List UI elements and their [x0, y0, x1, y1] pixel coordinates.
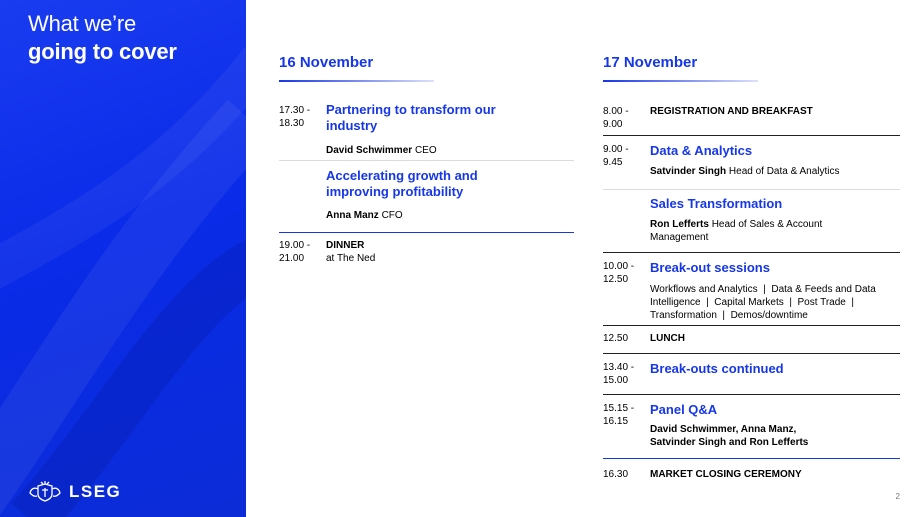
agenda-time: 15.15 - 16.15	[603, 403, 635, 427]
agenda-time: 17.30 - 18.30	[279, 105, 311, 129]
agenda-time	[279, 168, 326, 232]
agenda-headline: Accelerating growth and improving profitability	[326, 168, 478, 199]
speaker-name: David Schwimmer	[326, 145, 413, 156]
day2-column	[603, 54, 900, 481]
day2-title: 17 November	[603, 54, 698, 71]
agenda-headline: Data & Analytics	[650, 143, 753, 158]
day2-agenda	[603, 104, 900, 481]
day1-title-rule	[279, 80, 434, 82]
agenda-item	[603, 354, 900, 395]
sidebar-panel	[0, 0, 246, 517]
agenda-time: 13.40 - 15.00	[603, 362, 635, 386]
agenda-headline: Partnering to transform our industry	[326, 102, 496, 133]
agenda-title: REGISTRATION AND BREAKFAST	[650, 106, 813, 117]
speaker-name: Ron Lefferts	[650, 219, 709, 230]
day1-column	[279, 54, 574, 265]
speaker-role: Head of Data & Analytics	[728, 166, 840, 177]
agenda-item	[279, 102, 574, 161]
agenda-title: LUNCH	[650, 333, 685, 344]
agenda-headline: Panel Q&A	[650, 402, 718, 417]
agenda-item	[603, 395, 900, 459]
day2-title-rule	[603, 80, 758, 82]
agenda-time: 12.50	[603, 333, 629, 344]
agenda-headline: Sales Transformation	[650, 196, 783, 211]
page-number: 2	[895, 492, 900, 501]
agenda-title: DINNER	[326, 240, 365, 251]
speaker-role: CEO	[414, 145, 437, 156]
agenda-time: 16.30	[603, 469, 629, 480]
agenda-title: MARKET CLOSING CEREMONY	[650, 469, 802, 480]
agenda-speakers: David Schwimmer, Anna Manz, Satvinder Singh and Ron Lefferts	[650, 424, 809, 448]
page-title-line1: What we’re	[28, 11, 137, 36]
agenda-headline: Break-outs continued	[650, 361, 784, 376]
decorative-swirl	[0, 0, 246, 517]
agenda-item	[279, 161, 574, 233]
agenda-item	[603, 326, 900, 354]
agenda-speaker	[650, 165, 900, 178]
speaker-name: Satvinder Singh	[650, 166, 727, 177]
agenda-item	[603, 253, 900, 326]
page-title	[28, 10, 238, 66]
day1-agenda	[279, 102, 574, 265]
speaker-name: Anna Manz	[326, 210, 379, 221]
agenda-speaker	[326, 209, 574, 222]
day1-title: 16 November	[279, 54, 374, 71]
agenda-speaker	[650, 218, 860, 244]
agenda-headline: Break-out sessions	[650, 260, 770, 275]
agenda-time: 8.00 - 9.00	[603, 106, 629, 130]
agenda-item	[279, 233, 574, 265]
page-title-line2: going to cover	[28, 39, 177, 64]
agenda-time: 9.00 - 9.45	[603, 144, 629, 168]
speaker-role: Head of Sales & Account Management	[650, 219, 823, 243]
logo-text: LSEG	[69, 482, 122, 501]
agenda-speaker	[326, 144, 574, 157]
agenda-time	[603, 196, 650, 252]
agenda-time: 19.00 - 21.00	[279, 240, 311, 264]
agenda-item	[603, 190, 900, 253]
lseg-logo	[28, 481, 121, 503]
agenda-description: Workflows and Analytics | Data & Feeds and Data Intelligence | Capital Markets | Post Trade | Transformation | Demos/downtime	[650, 284, 879, 321]
speaker-role: CFO	[381, 210, 403, 221]
agenda-item	[603, 459, 900, 481]
agenda-subtitle: at The Ned	[326, 253, 376, 264]
agenda-item	[603, 104, 900, 136]
crest-icon	[28, 481, 62, 503]
agenda-item	[603, 136, 900, 190]
agenda-time: 10.00 - 12.50	[603, 261, 635, 285]
